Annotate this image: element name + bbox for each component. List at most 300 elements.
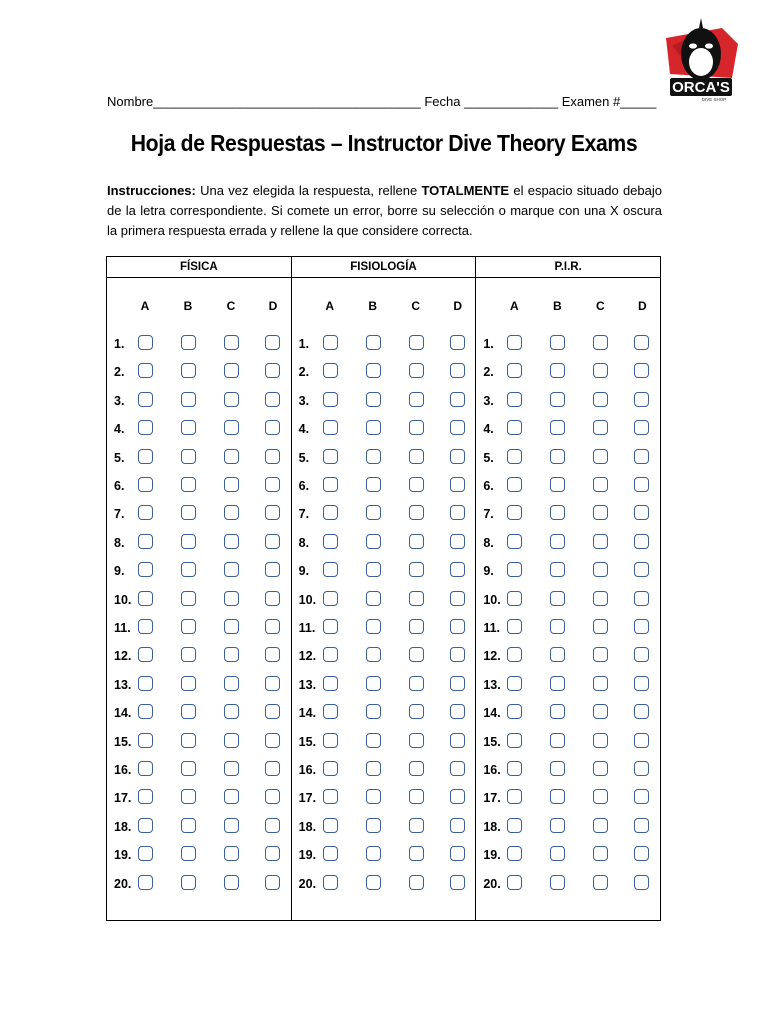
answer-checkbox[interactable] (224, 789, 239, 804)
answer-checkbox[interactable] (634, 477, 649, 492)
answer-checkbox[interactable] (450, 676, 465, 691)
answer-checkbox[interactable] (409, 647, 424, 662)
question-row (292, 505, 476, 525)
answer-checkbox[interactable] (450, 818, 465, 833)
answer-checkbox[interactable] (138, 534, 153, 549)
answer-checkbox[interactable] (366, 534, 381, 549)
answer-checkbox[interactable] (593, 363, 608, 378)
answer-checkbox[interactable] (181, 363, 196, 378)
answer-checkbox[interactable] (450, 449, 465, 464)
answer-checkbox[interactable] (409, 505, 424, 520)
answer-checkbox[interactable] (224, 363, 239, 378)
answer-checkbox[interactable] (450, 619, 465, 634)
answer-checkbox[interactable] (634, 449, 649, 464)
answer-checkbox[interactable] (507, 733, 522, 748)
option-letter: A (510, 299, 519, 313)
answer-checkbox[interactable] (550, 875, 565, 890)
answer-checkbox[interactable] (366, 733, 381, 748)
answer-checkbox[interactable] (138, 420, 153, 435)
answer-checkbox[interactable] (138, 818, 153, 833)
section-title: FISIOLOGÍA (292, 257, 476, 278)
answer-checkbox[interactable] (181, 505, 196, 520)
answer-checkbox[interactable] (634, 676, 649, 691)
answer-checkbox[interactable] (181, 591, 196, 606)
question-row (476, 363, 660, 383)
question-number: 15. (483, 734, 501, 749)
question-row (292, 562, 476, 582)
answer-checkbox[interactable] (409, 335, 424, 350)
answer-checkbox[interactable] (450, 789, 465, 804)
option-letter: C (596, 299, 605, 313)
question-row (292, 363, 476, 383)
answer-checkbox[interactable] (323, 875, 338, 890)
answer-checkbox[interactable] (507, 647, 522, 662)
answer-checkbox[interactable] (409, 363, 424, 378)
answer-checkbox[interactable] (409, 591, 424, 606)
answer-checkbox[interactable] (550, 846, 565, 861)
answer-checkbox[interactable] (181, 534, 196, 549)
question-row (292, 875, 476, 895)
answer-checkbox[interactable] (593, 789, 608, 804)
question-row (107, 761, 291, 781)
question-row (107, 789, 291, 809)
answer-checkbox[interactable] (224, 505, 239, 520)
question-row (107, 363, 291, 383)
answer-checkbox[interactable] (634, 534, 649, 549)
answer-checkbox[interactable] (265, 562, 280, 577)
answer-checkbox[interactable] (323, 676, 338, 691)
answer-checkbox[interactable] (181, 562, 196, 577)
question-row (292, 846, 476, 866)
answer-checkbox[interactable] (634, 733, 649, 748)
answer-checkbox[interactable] (366, 704, 381, 719)
answer-checkbox[interactable] (366, 789, 381, 804)
answer-checkbox[interactable] (507, 335, 522, 350)
question-row (107, 818, 291, 838)
answer-checkbox[interactable] (507, 449, 522, 464)
answer-checkbox[interactable] (409, 562, 424, 577)
answer-checkbox[interactable] (409, 676, 424, 691)
question-row (292, 392, 476, 412)
answer-checkbox[interactable] (138, 619, 153, 634)
question-row (476, 846, 660, 866)
answer-checkbox[interactable] (138, 591, 153, 606)
answer-checkbox[interactable] (450, 335, 465, 350)
answer-checkbox[interactable] (366, 562, 381, 577)
answer-checkbox[interactable] (507, 591, 522, 606)
answer-checkbox[interactable] (265, 363, 280, 378)
question-number: 4. (114, 422, 125, 437)
answer-checkbox[interactable] (224, 591, 239, 606)
instructions-text-2: el espacio situado debajo de la letra correspondiente. Si comete un error, borre su selección o marque con una X oscura la primera respuesta errada y rellene la que considere correcta. (107, 183, 662, 238)
question-number: 1. (114, 337, 125, 351)
answer-checkbox[interactable] (224, 420, 239, 435)
answer-checkbox[interactable] (366, 392, 381, 407)
answer-checkbox[interactable] (181, 676, 196, 691)
answer-checkbox[interactable] (138, 761, 153, 776)
answer-checkbox[interactable] (507, 875, 522, 890)
question-number: 2. (298, 365, 310, 380)
answer-checkbox[interactable] (550, 335, 565, 350)
answer-checkbox[interactable] (224, 676, 239, 691)
answer-checkbox[interactable] (450, 846, 465, 861)
answer-checkbox[interactable] (323, 562, 338, 577)
answer-checkbox[interactable] (634, 505, 649, 520)
answer-checkbox[interactable] (224, 335, 239, 350)
question-number: 12. (114, 649, 132, 664)
answer-checkbox[interactable] (593, 761, 608, 776)
answer-checkbox[interactable] (366, 363, 381, 378)
answer-checkbox[interactable] (409, 477, 424, 492)
answer-checkbox[interactable] (181, 449, 196, 464)
answer-checkbox[interactable] (323, 392, 338, 407)
answer-checkbox[interactable] (265, 647, 280, 662)
answer-checkbox[interactable] (593, 534, 608, 549)
answer-checkbox[interactable] (265, 477, 280, 492)
answer-checkbox[interactable] (323, 449, 338, 464)
answer-checkbox[interactable] (181, 619, 196, 634)
answer-checkbox[interactable] (507, 761, 522, 776)
answer-checkbox[interactable] (265, 676, 280, 691)
answer-checkbox[interactable] (224, 733, 239, 748)
question-row (292, 647, 476, 667)
answer-checkbox[interactable] (265, 505, 280, 520)
question-row (292, 818, 476, 838)
answer-checkbox[interactable] (634, 647, 649, 662)
answer-checkbox[interactable] (409, 420, 424, 435)
answer-checkbox[interactable] (550, 420, 565, 435)
answer-checkbox[interactable] (634, 591, 649, 606)
answer-checkbox[interactable] (224, 619, 239, 634)
answer-checkbox[interactable] (265, 733, 280, 748)
answer-checkbox[interactable] (323, 335, 338, 350)
answer-checkbox[interactable] (507, 818, 522, 833)
answer-checkbox[interactable] (409, 534, 424, 549)
answer-checkbox[interactable] (323, 846, 338, 861)
answer-checkbox[interactable] (265, 449, 280, 464)
question-number: 11. (114, 621, 131, 635)
answer-checkbox[interactable] (507, 477, 522, 492)
answer-checkbox[interactable] (550, 534, 565, 549)
answer-checkbox[interactable] (450, 733, 465, 748)
answer-checkbox[interactable] (181, 477, 196, 492)
answer-checkbox[interactable] (507, 420, 522, 435)
question-number: 14. (483, 706, 501, 721)
logo-text: ORCA'S (672, 79, 730, 96)
answer-checkbox[interactable] (138, 335, 153, 350)
answer-checkbox[interactable] (507, 562, 522, 577)
answer-checkbox[interactable] (323, 789, 338, 804)
answer-checkbox[interactable] (634, 335, 649, 350)
question-row (292, 420, 476, 440)
answer-checkbox[interactable] (323, 761, 338, 776)
answer-checkbox[interactable] (181, 704, 196, 719)
question-row (107, 676, 291, 696)
answer-checkbox[interactable] (366, 818, 381, 833)
answer-checkbox[interactable] (265, 875, 280, 890)
answer-checkbox[interactable] (181, 733, 196, 748)
answer-checkbox[interactable] (409, 449, 424, 464)
answer-checkbox[interactable] (138, 449, 153, 464)
answer-checkbox[interactable] (550, 818, 565, 833)
answer-checkbox[interactable] (593, 676, 608, 691)
answer-checkbox[interactable] (181, 789, 196, 804)
question-number: 19. (298, 848, 317, 863)
question-number: 20. (114, 876, 132, 891)
answer-checkbox[interactable] (593, 733, 608, 748)
answer-checkbox[interactable] (409, 704, 424, 719)
answer-checkbox[interactable] (507, 392, 522, 407)
answer-checkbox[interactable] (634, 818, 649, 833)
answer-checkbox[interactable] (450, 761, 465, 776)
answer-checkbox[interactable] (181, 818, 196, 833)
answer-checkbox[interactable] (265, 534, 280, 549)
answer-checkbox[interactable] (265, 420, 280, 435)
answer-checkbox[interactable] (450, 534, 465, 549)
answer-checkbox[interactable] (507, 534, 522, 549)
answer-checkbox[interactable] (593, 818, 608, 833)
answer-checkbox[interactable] (593, 477, 608, 492)
answer-checkbox[interactable] (507, 704, 522, 719)
question-row (107, 534, 291, 554)
answer-checkbox[interactable] (138, 505, 153, 520)
answer-checkbox[interactable] (593, 647, 608, 662)
answer-checkbox[interactable] (138, 647, 153, 662)
answer-checkbox[interactable] (224, 875, 239, 890)
answer-checkbox[interactable] (366, 477, 381, 492)
answer-checkbox[interactable] (265, 846, 280, 861)
question-number: 3. (483, 393, 494, 408)
answer-checkbox[interactable] (634, 562, 649, 577)
answer-checkbox[interactable] (409, 733, 424, 748)
answer-checkbox[interactable] (323, 363, 338, 378)
answer-checkbox[interactable] (409, 818, 424, 833)
question-row (476, 647, 660, 667)
question-row (292, 591, 476, 611)
question-number: 18. (483, 819, 501, 834)
answer-checkbox[interactable] (550, 733, 565, 748)
answer-checkbox[interactable] (450, 647, 465, 662)
answer-checkbox[interactable] (181, 875, 196, 890)
question-number: 14. (298, 706, 317, 721)
question-number: 16. (483, 763, 501, 777)
answer-checkbox[interactable] (550, 619, 565, 634)
answer-checkbox[interactable] (450, 363, 465, 378)
answer-checkbox[interactable] (507, 619, 522, 634)
answer-checkbox[interactable] (409, 789, 424, 804)
answer-checkbox[interactable] (181, 420, 196, 435)
answer-checkbox[interactable] (181, 392, 196, 407)
answer-checkbox[interactable] (323, 505, 338, 520)
answer-checkbox[interactable] (550, 789, 565, 804)
answer-checkbox[interactable] (593, 505, 608, 520)
answer-checkbox[interactable] (138, 846, 153, 861)
answer-sheet (106, 256, 661, 921)
answer-checkbox[interactable] (593, 420, 608, 435)
answer-checkbox[interactable] (323, 647, 338, 662)
answer-checkbox[interactable] (265, 619, 280, 634)
answer-checkbox[interactable] (366, 619, 381, 634)
answer-checkbox[interactable] (409, 619, 424, 634)
answer-checkbox[interactable] (550, 505, 565, 520)
answer-checkbox[interactable] (450, 875, 465, 890)
option-letter: A (325, 299, 335, 313)
answer-checkbox[interactable] (550, 562, 565, 577)
answer-checkbox[interactable] (366, 761, 381, 776)
answer-checkbox[interactable] (634, 789, 649, 804)
answer-checkbox[interactable] (366, 647, 381, 662)
answer-checkbox[interactable] (138, 704, 153, 719)
answer-checkbox[interactable] (507, 789, 522, 804)
question-number: 16. (298, 763, 317, 777)
answer-checkbox[interactable] (450, 591, 465, 606)
answer-checkbox[interactable] (593, 619, 608, 634)
answer-checkbox[interactable] (138, 875, 153, 890)
answer-checkbox[interactable] (507, 505, 522, 520)
question-row (292, 676, 476, 696)
answer-checkbox[interactable] (593, 392, 608, 407)
answer-checkbox[interactable] (409, 392, 424, 407)
question-row (107, 733, 291, 753)
answer-checkbox[interactable] (550, 591, 565, 606)
answer-checkbox[interactable] (181, 647, 196, 662)
answer-checkbox[interactable] (366, 420, 381, 435)
answer-checkbox[interactable] (224, 704, 239, 719)
answer-checkbox[interactable] (550, 647, 565, 662)
answer-checkbox[interactable] (323, 591, 338, 606)
answer-checkbox[interactable] (634, 420, 649, 435)
answer-checkbox[interactable] (634, 704, 649, 719)
answer-checkbox[interactable] (181, 335, 196, 350)
answer-checkbox[interactable] (550, 392, 565, 407)
answer-checkbox[interactable] (181, 761, 196, 776)
question-number: 12. (483, 649, 501, 664)
answer-checkbox[interactable] (323, 477, 338, 492)
answer-checkbox[interactable] (138, 562, 153, 577)
answer-checkbox[interactable] (507, 363, 522, 378)
answer-checkbox[interactable] (366, 591, 381, 606)
question-row (107, 449, 291, 469)
question-number: 12. (298, 649, 317, 664)
answer-checkbox[interactable] (138, 789, 153, 804)
answer-checkbox[interactable] (366, 505, 381, 520)
answer-checkbox[interactable] (323, 704, 338, 719)
answer-checkbox[interactable] (450, 562, 465, 577)
answer-checkbox[interactable] (593, 335, 608, 350)
answer-checkbox[interactable] (450, 704, 465, 719)
answer-checkbox[interactable] (450, 505, 465, 520)
question-row (476, 875, 660, 895)
answer-checkbox[interactable] (323, 420, 338, 435)
answer-checkbox[interactable] (224, 761, 239, 776)
answer-checkbox[interactable] (634, 363, 649, 378)
answer-checkbox[interactable] (634, 392, 649, 407)
answer-checkbox[interactable] (409, 761, 424, 776)
question-number: 10. (483, 592, 501, 607)
answer-checkbox[interactable] (550, 449, 565, 464)
answer-checkbox[interactable] (550, 363, 565, 378)
answer-checkbox[interactable] (550, 477, 565, 492)
question-number: 8. (298, 535, 310, 550)
answer-checkbox[interactable] (323, 818, 338, 833)
answer-checkbox[interactable] (366, 449, 381, 464)
answer-checkbox[interactable] (550, 704, 565, 719)
answer-checkbox[interactable] (507, 846, 522, 861)
answer-checkbox[interactable] (409, 875, 424, 890)
option-letter: B (183, 299, 193, 313)
answer-checkbox[interactable] (138, 733, 153, 748)
answer-checkbox[interactable] (366, 676, 381, 691)
answer-checkbox[interactable] (224, 846, 239, 861)
question-row (107, 704, 291, 724)
answer-checkbox[interactable] (507, 676, 522, 691)
answer-checkbox[interactable] (138, 363, 153, 378)
answer-checkbox[interactable] (450, 392, 465, 407)
answer-checkbox[interactable] (366, 875, 381, 890)
question-number: 4. (483, 422, 494, 437)
answer-checkbox[interactable] (138, 676, 153, 691)
answer-checkbox[interactable] (138, 477, 153, 492)
answer-checkbox[interactable] (593, 562, 608, 577)
answer-checkbox[interactable] (593, 591, 608, 606)
answer-checkbox[interactable] (450, 477, 465, 492)
answer-checkbox[interactable] (224, 477, 239, 492)
answer-checkbox[interactable] (265, 818, 280, 833)
answer-checkbox[interactable] (224, 392, 239, 407)
answer-checkbox[interactable] (366, 335, 381, 350)
answer-checkbox[interactable] (550, 676, 565, 691)
answer-checkbox[interactable] (265, 335, 280, 350)
answer-checkbox[interactable] (224, 562, 239, 577)
student-info-line[interactable]: Nombre_____________________________________ Fecha _____________ Examen #_____ (107, 94, 657, 109)
answer-checkbox[interactable] (634, 846, 649, 861)
answer-checkbox[interactable] (265, 591, 280, 606)
answer-checkbox[interactable] (138, 392, 153, 407)
answer-checkbox[interactable] (634, 619, 649, 634)
section-fisica (107, 257, 292, 920)
answer-checkbox[interactable] (181, 846, 196, 861)
question-row (107, 591, 291, 611)
question-row (107, 846, 291, 866)
answer-checkbox[interactable] (593, 704, 608, 719)
answer-checkbox[interactable] (265, 789, 280, 804)
answer-checkbox[interactable] (265, 704, 280, 719)
answer-checkbox[interactable] (323, 733, 338, 748)
answer-checkbox[interactable] (224, 449, 239, 464)
answer-checkbox[interactable] (593, 875, 608, 890)
answer-checkbox[interactable] (366, 846, 381, 861)
answer-checkbox[interactable] (550, 761, 565, 776)
answer-checkbox[interactable] (224, 818, 239, 833)
answer-checkbox[interactable] (634, 761, 649, 776)
answer-checkbox[interactable] (265, 392, 280, 407)
answer-checkbox[interactable] (593, 846, 608, 861)
answer-checkbox[interactable] (323, 534, 338, 549)
question-row (476, 591, 660, 611)
answer-checkbox[interactable] (224, 534, 239, 549)
question-number: 2. (114, 365, 125, 380)
section-title: FÍSICA (107, 257, 291, 278)
answer-checkbox[interactable] (634, 875, 649, 890)
answer-checkbox[interactable] (265, 761, 280, 776)
answer-checkbox[interactable] (323, 619, 338, 634)
answer-checkbox[interactable] (593, 449, 608, 464)
answer-checkbox[interactable] (409, 846, 424, 861)
answer-checkbox[interactable] (450, 420, 465, 435)
answer-checkbox[interactable] (224, 647, 239, 662)
question-number: 15. (114, 734, 132, 749)
question-number: 6. (298, 479, 310, 493)
